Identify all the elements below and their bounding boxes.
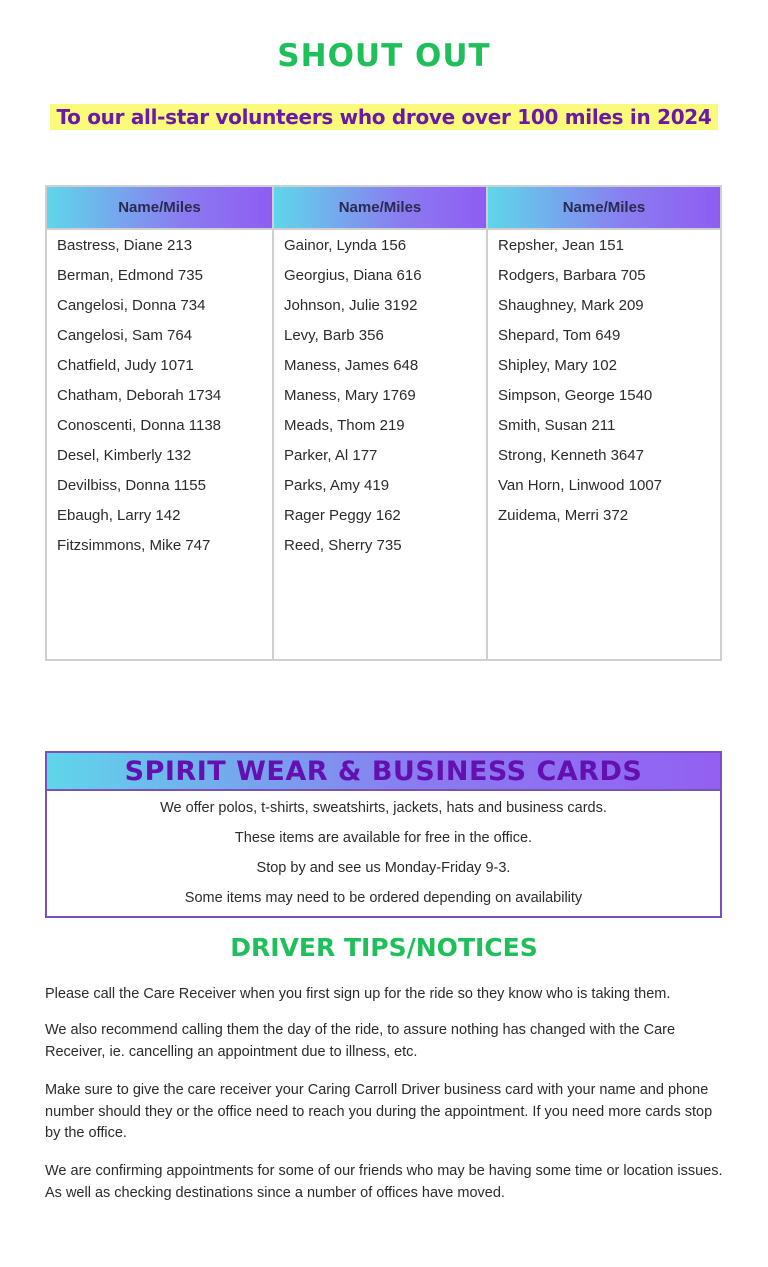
list-item: Devilbiss, Donna 1155 (57, 477, 206, 494)
tip-paragraph: Please call the Care Receiver when you first sign up for the ride so they know who is taking them. (45, 986, 671, 1002)
volunteer-column-3 (486, 187, 720, 659)
volunteer-list (274, 230, 486, 566)
volunteer-column-1 (47, 187, 272, 659)
list-item: Parker, Al 177 (284, 447, 378, 464)
list-item: Shaughney, Mark 209 (498, 297, 644, 314)
list-item: Gainor, Lynda 156 (284, 237, 407, 254)
list-item: Conoscenti, Donna 1138 (57, 417, 222, 434)
column-header: Name/Miles (488, 187, 720, 230)
list-item: Parks, Amy 419 (284, 477, 390, 494)
page-title: SHOUT OUT (277, 38, 491, 74)
volunteer-column-2 (272, 187, 486, 659)
list-item: Rodgers, Barbara 705 (498, 267, 646, 284)
volunteer-table (45, 185, 722, 661)
volunteer-list (47, 230, 272, 566)
list-item: Van Horn, Linwood 1007 (498, 477, 663, 494)
spirit-wear-line: Some items may need to be ordered depending on availability (184, 890, 583, 906)
subtitle-container (0, 104, 768, 130)
spirit-wear-line: We offer polos, t-shirts, sweatshirts, jackets, hats and business cards. (160, 800, 607, 816)
list-item: Shipley, Mary 102 (498, 357, 617, 374)
spirit-wear-box (45, 751, 722, 918)
list-item: Reed, Sherry 735 (284, 537, 402, 554)
list-item: Berman, Edmond 735 (57, 267, 203, 284)
spirit-wear-title: SPIRIT WEAR & BUSINESS CARDS (47, 753, 720, 791)
list-item: Zuidema, Merri 372 (498, 507, 629, 524)
list-item: Smith, Susan 211 (498, 417, 616, 434)
list-item: Bastress, Diane 213 (57, 237, 193, 254)
list-item: Maness, Mary 1769 (284, 387, 416, 404)
list-item: Georgius, Diana 616 (284, 267, 422, 284)
list-item: Chatham, Deborah 1734 (57, 387, 222, 404)
tip-paragraph: We also recommend calling them the day of the ride, to assure nothing has changed with the Care Receiver, ie. cancelling an appointment due to illness, etc. (45, 1022, 676, 1060)
list-item: Repsher, Jean 151 (498, 237, 624, 254)
tip-paragraph: We are confirming appointments for some of our friends who may be having some time or location issues. As well as checking destinations since a number of offices have moved. (45, 1163, 723, 1201)
list-item: Cangelosi, Sam 764 (57, 327, 193, 344)
subtitle-banner: To our all-star volunteers who drove over 100 miles in 2024 (50, 104, 717, 130)
tip-paragraph: Make sure to give the care receiver your Caring Carroll Driver business card with your name and phone number should they or the office need to reach you during the appointment. If you need more cards stop by the office. (45, 1082, 713, 1141)
list-item: Fitzsimmons, Mike 747 (57, 537, 211, 554)
list-item: Johnson, Julie 3192 (284, 297, 418, 314)
list-item: Levy, Barb 356 (284, 327, 384, 344)
column-header: Name/Miles (274, 187, 486, 230)
list-item: Ebaugh, Larry 142 (57, 507, 181, 524)
spirit-wear-line: Stop by and see us Monday-Friday 9-3. (256, 860, 511, 876)
list-item: Chatfield, Judy 1071 (57, 357, 194, 374)
list-item: Cangelosi, Donna 734 (57, 297, 206, 314)
list-item: Rager Peggy 162 (284, 507, 401, 524)
list-item: Maness, James 648 (284, 357, 419, 374)
list-item: Shepard, Tom 649 (498, 327, 621, 344)
list-item: Meads, Thom 219 (284, 417, 405, 434)
list-item: Strong, Kenneth 3647 (498, 447, 644, 464)
driver-tips-title: DRIVER TIPS/NOTICES (230, 933, 538, 962)
spirit-wear-body (47, 791, 720, 916)
list-item: Simpson, George 1540 (498, 387, 653, 404)
volunteer-list (488, 230, 720, 536)
column-header: Name/Miles (47, 187, 272, 230)
spirit-wear-line: These items are available for free in the office. (234, 830, 533, 846)
list-item: Desel, Kimberly 132 (57, 447, 192, 464)
